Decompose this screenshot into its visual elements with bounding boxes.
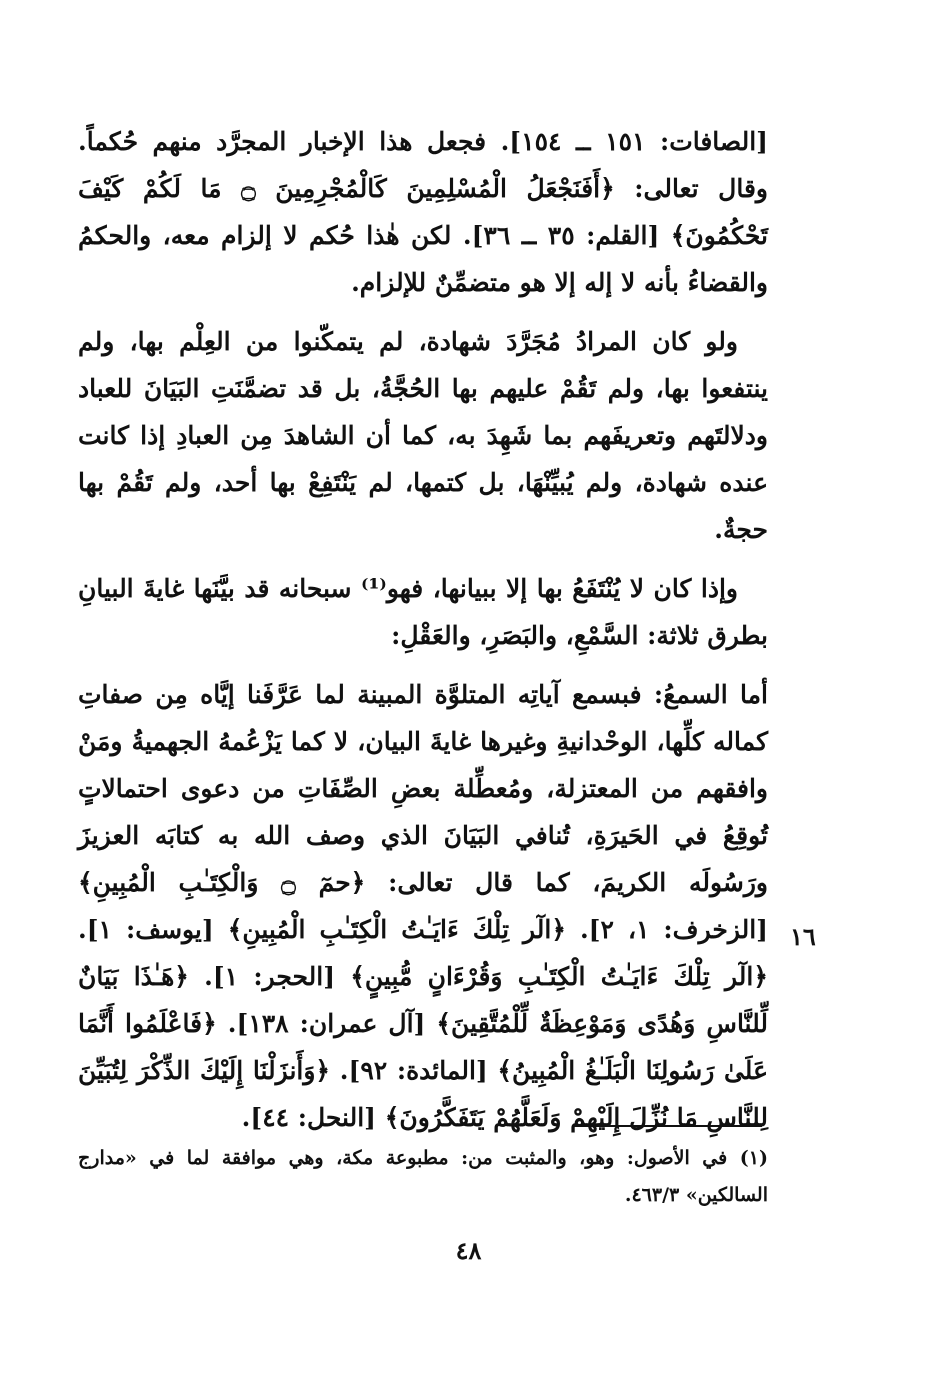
paragraph-4: أما السمعُ: فبسمع آياتِه المتلوَّة المبينة لما عَرَّفَنا إيَّاه مِن صفاتِ كماله كلِّها، الوحْدانيةِ وغيرها غايةَ البيان، لا كما يَزْعُمهُ الجهميةُ ومَنْ وافقهم من المعتزلة، ومُعطِّلة بعضِ الصِّفَاتِ من دعوى احتمالاتٍ تُوقِعُ في الحَيرَةِ، تُنافي البَيَانَ الذي وصف الله به كتابَه العزيزَ ورَسُولَه الكريمَ، كما قال تعالى: ﴿حمٓ ۝ وَالْكِتَـٰبِ الْمُبِينِ﴾ [الزخرف: ١، ٢]. ﴿الٓر تِلْكَ ءَايَـٰتُ الْكِتَـٰبِ الْمُبِينِ﴾ [يوسف: ١]. ﴿الٓر تِلْكَ ءَايَـٰتُ الْكِتَـٰبِ وَقُرْءَانٍ مُّبِينٍ﴾ [الحجر: ١]. ﴿هَـٰذَا بَيَانٌ لِّلنَّاسِ وَهُدًى وَمَوْعِظَةٌ لِّلْمُتَّقِينَ﴾ [آل عمران: ١٣٨]. ﴿فَاعْلَمُوا أَنَّمَا عَلَىٰ رَسُولِنَا الْبَلَـٰغُ الْمُبِينُ﴾ [المائدة: ٩٢]. ﴿وَأَنزَلْنَا إِلَيْكَ الذِّكْرَ لِتُبَيِّنَ لِلنَّاسِ مَا نُزِّلَ إِلَيْهِمْ وَلَعَلَّهُمْ يَتَفَكَّرُونَ﴾ [النحل: ٤٤]. (78, 680, 769, 1132)
margin-number: ١٦ (790, 922, 816, 951)
main-text (78, 118, 768, 1153)
paragraph-3: وإذا كان لا يُنْتَفَعُ بها إلا ببيانها، فهو⁽¹⁾ سبحانه قد بيَّنَها غايةَ البيانِ بطرق ثلاثة: السَّمْعِ، والبَصَرِ، والعَقْلِ: (78, 574, 768, 650)
paragraph-2: ولو كان المرادُ مُجَرَّدَ شهادة، لم يتمكّنوا من العِلْم بها، ولم ينتفعوا بها، ولم تَقُمْ عليهم بها الحُجَّةُ، بل قد تضمَّنَتِ البَيَانَ للعباد ودلالتَهم وتعريفَهم بما شَهِدَ به، كما أن الشاهدَ مِن العبادِ إذا كانت عنده شهادة، ولم يُبيِّنْهَا، بل كتمها، لم يَنْتَفِعْ بها أحد، ولم تَقُمْ بها حجةٌ. (78, 327, 768, 544)
footnote: (١) في الأصول: وهو، والمثبت من: مطبوعة مكة، وهي موافقة لما في «مدارج السالكين» ٤٦٣/٣. (78, 1147, 768, 1206)
page-number: ٤٨ (455, 1236, 482, 1265)
paragraph-1: [الصافات: ١٥١ ــ ١٥٤]. فجعل هذا الإخبار المجرَّد منهم حُكماً. وقال تعالى: ﴿أَفَنَجْعَلُ الْمُسْلِمِينَ كَالْمُجْرِمِينَ ۝ مَا لَكُمْ كَيْفَ تَحْكُمُونَ﴾ [القلم: ٣٥ ــ ٣٦]. لكن هٰذا حُكم لا إلزام معه، والحكمُ والقضاءُ بأنه لا إله إلا هو متضمِّنٌ للإلزام. (78, 127, 768, 297)
footnote-divider (572, 1125, 762, 1127)
